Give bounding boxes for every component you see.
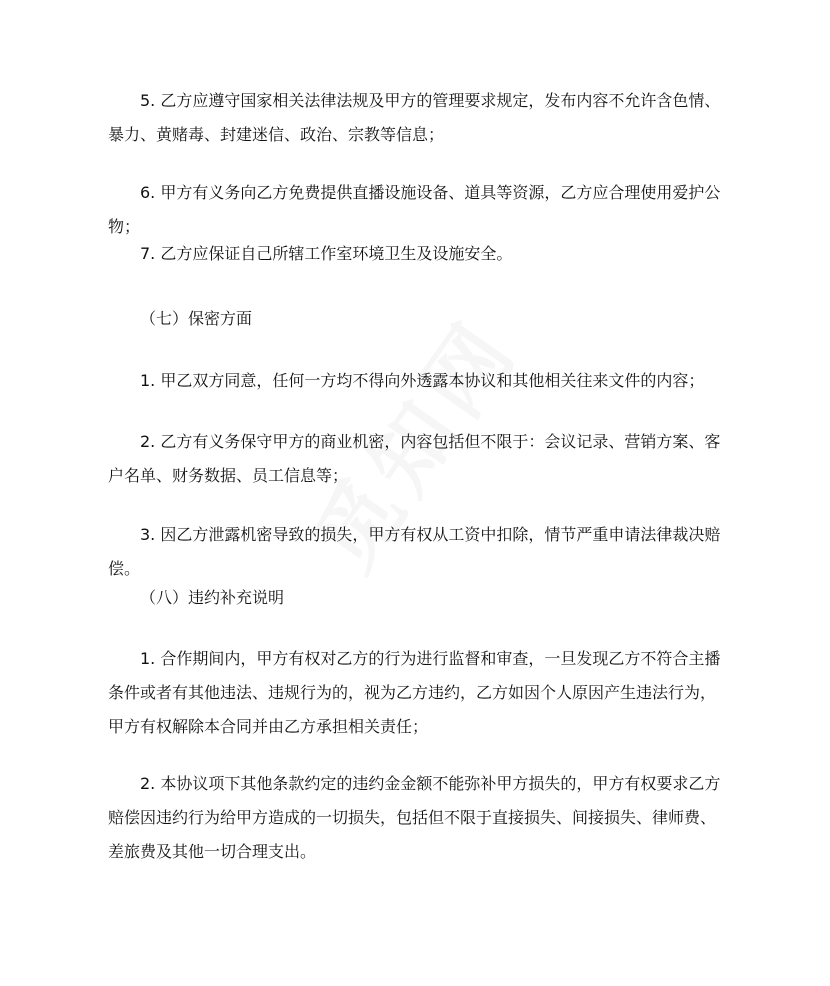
confidentiality-clause-2: 2. 乙方有义务保守甲方的商业机密，内容包括但不限于：会议记录、营销方案、客户名单、财务数据、员工信息等； (108, 432, 721, 485)
clause-7-safety: 7. 乙方应保证自己所辖工作室环境卫生及设施安全。 (140, 244, 513, 263)
section-heading-confidentiality: （七）保密方面 (140, 309, 253, 328)
breach-clause-1: 1. 合作期间内，甲方有权对乙方的行为进行监督和审查，一旦发现乙方不符合主播条件或者有其他违法、违规行为的，视为乙方违约，乙方如因个人原因产生违法行为，甲方有权解除本合同并由乙方承担相关责任； (108, 649, 721, 736)
confidentiality-clause-1: 1. 甲乙双方同意，任何一方均不得向外透露本协议和其他相关往来文件的内容； (140, 371, 705, 390)
clause-5-content-rules: 5. 乙方应遵守国家相关法律法规及甲方的管理要求规定，发布内容不允许含色情、暴力、黄赌毒、封建迷信、政治、宗教等信息； (108, 91, 721, 144)
breach-clause-2: 2. 本协议项下其他条款约定的违约金金额不能弥补甲方损失的，甲方有权要求乙方赔偿因违约行为给甲方造成的一切损失，包括但不限于直接损失、间接损失、律师费、差旅费及其他一切合理支出。 (108, 774, 721, 861)
confidentiality-clause-3: 3. 因乙方泄露机密导致的损失，甲方有权从工资中扣除，情节严重申请法律裁决赔偿。 (108, 525, 721, 578)
section-heading-breach: （八）违约补充说明 (140, 588, 285, 607)
clause-6-equipment: 6. 甲方有义务向乙方免费提供直播设施设备、道具等资源，乙方应合理使用爱护公物； (108, 183, 721, 236)
